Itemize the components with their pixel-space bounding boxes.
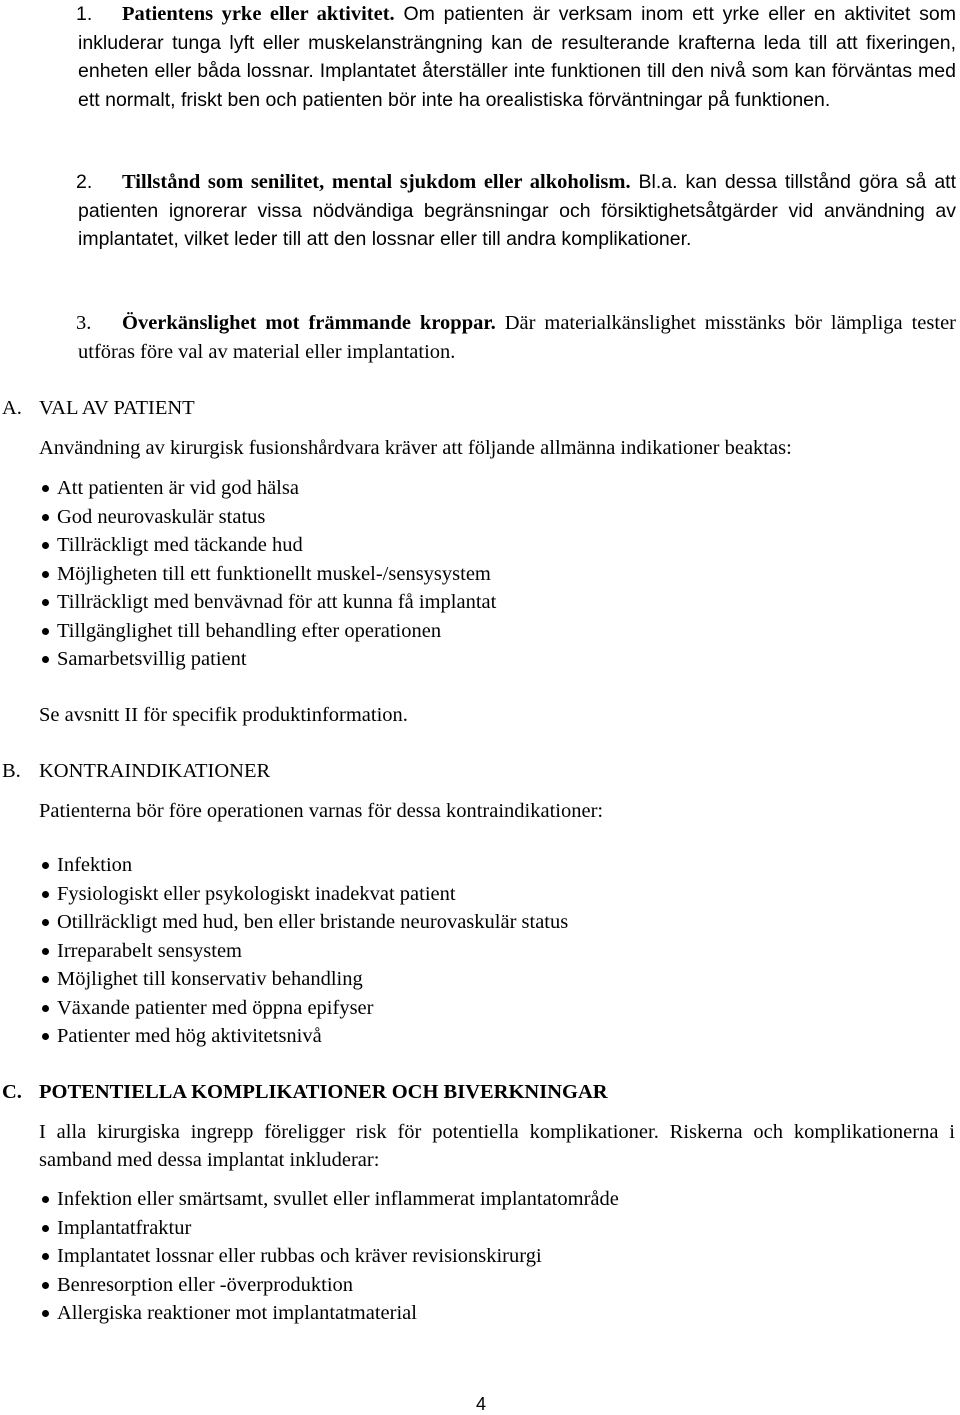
list-item: Otillräckligt med hud, ben eller bristande neurovaskulär status (0, 908, 568, 937)
bullet-icon (42, 1310, 49, 1317)
section-letter: A. (2, 397, 22, 419)
section-title: POTENTIELLA KOMPLIKATIONER OCH BIVERKNINGAR (39, 1081, 608, 1103)
section-title: VAL AV PATIENT (39, 397, 195, 419)
item-title: Patientens yrke eller aktivitet. (122, 3, 395, 25)
list-item: Att patienten är vid god hälsa (0, 474, 496, 503)
bullet-icon (42, 599, 49, 606)
bullet-icon (42, 571, 49, 578)
bullet-icon (42, 948, 49, 955)
bullet-icon (42, 1033, 49, 1040)
list-item: Fysiologiskt eller psykologiskt inadekvat patient (0, 880, 568, 909)
list-item: Implantatfraktur (0, 1214, 619, 1243)
item-number: 1. (76, 3, 93, 25)
list-item: Allergiska reaktioner mot implantatmaterial (0, 1299, 619, 1328)
bullet-icon (42, 862, 49, 869)
bullet-icon (42, 1282, 49, 1289)
item-text: Bl.a. kan dessa tillstånd göra så att patienten ignorerar vissa nödvändiga begränsningar och försiktighetsåtgärder vid användning av implantatet, vilket leder till att den lossnar eller till andra komplikationer. (78, 171, 957, 250)
list-item: Tillräckligt med benvävnad för att kunna få implantat (0, 588, 496, 617)
list-item: Irreparabelt sensystem (0, 937, 568, 966)
section-a-intro: Användning av kirurgisk fusionshårdvara kräver att följande allmänna indikationer beaktas: (39, 437, 792, 459)
list-item: Tillgänglighet till behandling efter operationen (0, 617, 496, 646)
section-c-intro: I alla kirurgiska ingrepp föreligger risk för potentiella komplikationer. Riskerna och komplikationerna i samband med dessa implantat inkluderar: (39, 1121, 955, 1171)
list-item: Växande patienter med öppna epifyser (0, 994, 568, 1023)
item-text: Om patienten är verksam inom ett yrke eller en aktivitet som inkluderar tunga lyft eller muskelansträngning kan de resulterande krafterna leda till att fixeringen, enheten eller båda lossnar. Implantatet återställer inte funktionen till den nivå som kan förväntas med ett normalt, friskt ben och patienten bör inte ha orealistiska förväntningar på funktionen. (78, 3, 956, 111)
item-title: Överkänslighet mot främmande kroppar. (122, 312, 496, 334)
section-b-intro: Patienterna bör före operationen varnas för dessa kontraindikationer: (39, 800, 604, 822)
section-letter: C. (2, 1081, 22, 1103)
numbered-item-1 (78, 0, 956, 114)
item-text: Där materialkänslighet misstänks bör lämpliga tester utföras före val av material eller implantation. (78, 312, 956, 363)
section-a-note: Se avsnitt II för specifik produktinformation. (39, 704, 408, 726)
list-item: Möjligheten till ett funktionellt muskel-/sensysystem (0, 560, 496, 589)
list-item: Benresorption eller -överproduktion (0, 1271, 619, 1300)
bullet-icon (42, 628, 49, 635)
bullet-icon (42, 514, 49, 521)
list-item: Tillräckligt med täckande hud (0, 531, 496, 560)
bullet-icon (42, 1196, 49, 1203)
bullet-icon (42, 1253, 49, 1260)
numbered-item-2 (78, 168, 956, 254)
list-item: Infektion eller smärtsamt, svullet eller inflammerat implantatområde (0, 1185, 619, 1214)
section-title: KONTRAINDIKATIONER (39, 760, 271, 782)
bullet-icon (42, 1225, 49, 1232)
item-number: 2. (76, 171, 93, 193)
section-c-bullet-list (0, 1185, 619, 1328)
item-title: Tillstånd som senilitet, mental sjukdom eller alkoholism. (122, 171, 631, 193)
section-a-bullet-list (0, 474, 496, 674)
numbered-item-3 (78, 309, 956, 366)
section-letter: B. (2, 760, 21, 782)
list-item: Infektion (0, 851, 568, 880)
bullet-icon (42, 542, 49, 549)
bullet-icon (42, 485, 49, 492)
list-item: Patienter med hög aktivitetsnivå (0, 1022, 568, 1051)
page-number: 4 (475, 1394, 486, 1414)
bullet-icon (42, 891, 49, 898)
bullet-icon (42, 919, 49, 926)
list-item: Implantatet lossnar eller rubbas och kräver revisionskirurgi (0, 1242, 619, 1271)
bullet-icon (42, 1005, 49, 1012)
bullet-icon (42, 656, 49, 663)
list-item: Samarbetsvillig patient (0, 645, 496, 674)
item-number: 3. (76, 312, 92, 334)
list-item: Möjlighet till konservativ behandling (0, 965, 568, 994)
list-item: God neurovaskulär status (0, 503, 496, 532)
bullet-icon (42, 976, 49, 983)
section-b-bullet-list (0, 851, 568, 1051)
